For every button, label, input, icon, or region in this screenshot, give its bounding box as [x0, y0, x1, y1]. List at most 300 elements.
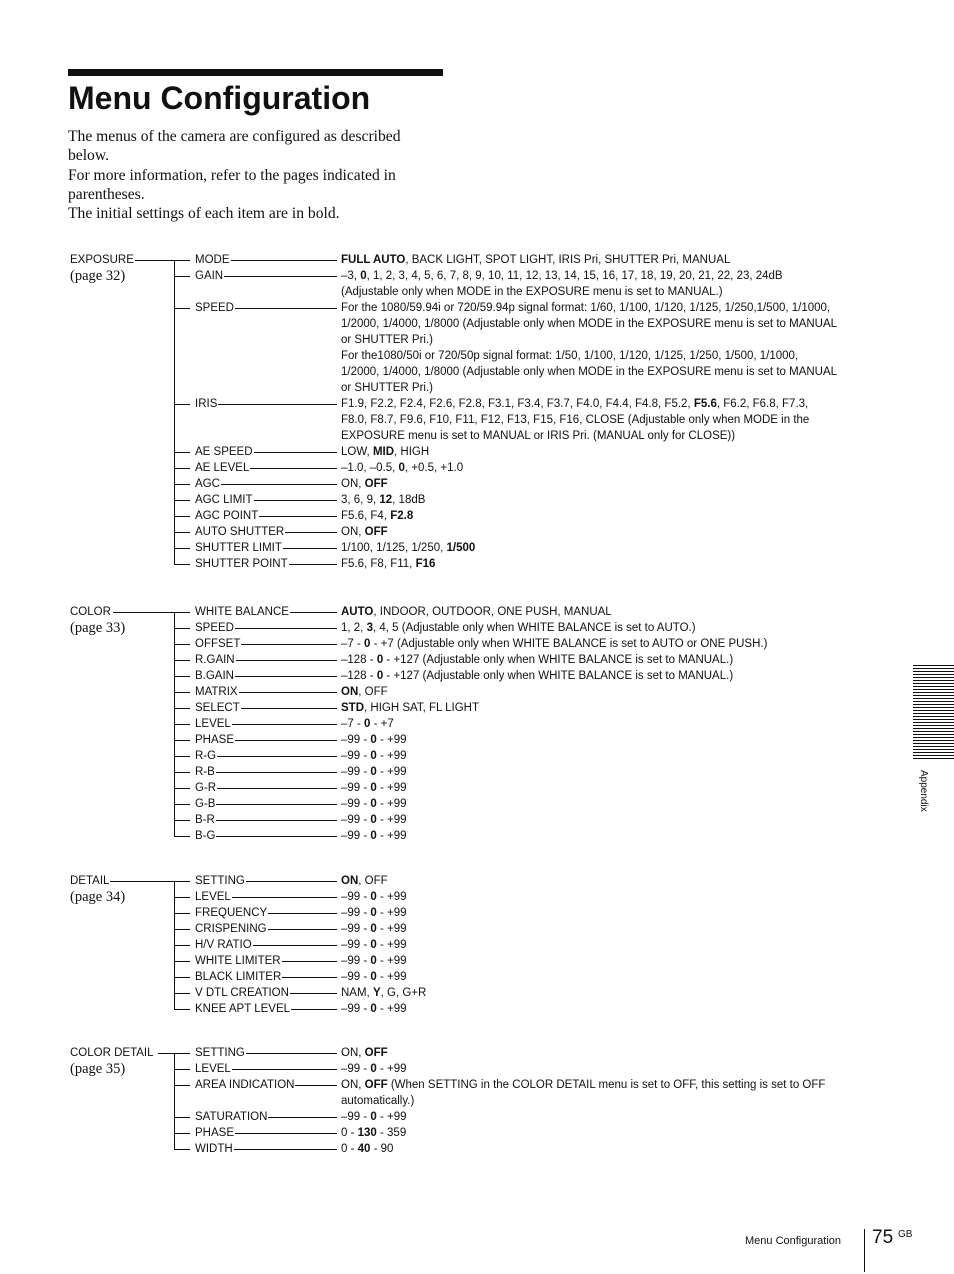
tree-branch [174, 1009, 190, 1010]
menu-item-value [341, 921, 837, 937]
tree-branch [174, 1085, 190, 1086]
value-text: , G, G+R [380, 987, 427, 999]
default-value: 0 [370, 907, 377, 919]
value-text: - +99 [376, 766, 407, 778]
menu-item-name: FREQUENCY [195, 907, 268, 919]
menu-item-value [341, 905, 837, 921]
menu-item-name: IRIS [195, 398, 218, 410]
value-text: - +99 [376, 750, 407, 762]
side-tab-bars [913, 665, 954, 761]
menu-item-row [0, 684, 954, 700]
default-value: 0 [370, 830, 377, 842]
value-text: , OFF [358, 875, 388, 887]
value-text: (When SETTING in the COLOR DETAIL menu is set to OFF, this setting is set to OFF automatically.) [341, 1079, 826, 1107]
value-text: –99 - [341, 734, 371, 746]
menu-item-row [0, 1061, 954, 1077]
value-text: - +99 [376, 798, 407, 810]
section-items [0, 604, 954, 844]
menu-item-row [0, 460, 954, 476]
tree-branch [174, 468, 190, 469]
value-text: For the1080/50i or 720/50p signal format: 1/50, 1/100, 1/120, 1/125, 1/250, 1/500, 1/1000, 1/2000, 1/4000, 1/8000 (Adjustable only when MODE in the EXPOSURE menu is set to MANUAL or SHUTTER Pri.) [341, 350, 837, 394]
default-value: 0 [370, 814, 377, 826]
value-text: 0 - [341, 1127, 358, 1139]
tree-branch [174, 772, 190, 773]
menu-item-name: R.GAIN [195, 654, 235, 666]
tree-branch [174, 1069, 190, 1070]
intro-paragraph: The initial settings of each item are in bold. [68, 205, 340, 223]
menu-item-name: SHUTTER LIMIT [195, 542, 282, 554]
menu-item-row [0, 1045, 954, 1061]
menu-item-value [341, 492, 837, 508]
menu-item-value [341, 796, 837, 812]
menu-item-row [0, 732, 954, 748]
tree-branch [174, 708, 190, 709]
tree-branch [174, 660, 190, 661]
menu-item-row [0, 604, 954, 620]
value-text: ON, [341, 1079, 365, 1091]
value-text: –99 - [341, 955, 371, 967]
section-name: COLOR [70, 606, 111, 618]
tree-branch [174, 484, 190, 485]
side-tab [917, 770, 929, 830]
menu-item-row [0, 492, 954, 508]
menu-item-value [341, 828, 837, 844]
tree-branch [174, 993, 190, 994]
menu-item-row [0, 668, 954, 684]
value-text: , 1, 2, 3, 4, 5, 6, 7, 8, 9, 10, 11, 12, 13, 14, 15, 16, 17, 18, 19, 20, 21, 22, 23, 24dB (Adjustable only when MODE in the EXPOSURE menu is set to MANUAL.) [341, 270, 783, 298]
tree-branch [174, 548, 190, 549]
value-text: F5.6, F4, [341, 510, 391, 522]
section-name: COLOR DETAIL [70, 1047, 154, 1059]
tree-branch [174, 516, 190, 517]
default-value: FULL AUTO [341, 254, 406, 266]
menu-item-value [341, 889, 837, 905]
menu-item-row [0, 300, 954, 396]
menu-item-name: MODE [195, 254, 230, 266]
menu-item-row [0, 937, 954, 953]
section-items [0, 252, 954, 572]
value-text: - +127 (Adjustable only when WHITE BALANCE is set to MANUAL.) [383, 654, 734, 666]
tree-branch [174, 452, 190, 453]
section-items [0, 1045, 954, 1157]
menu-item-name: PHASE [195, 1127, 234, 1139]
section-items [0, 873, 954, 1017]
tree-branch [174, 897, 190, 898]
default-value: 0 [398, 462, 405, 474]
menu-item-value [341, 764, 837, 780]
page-title: Menu Configuration [68, 80, 371, 116]
default-value: 0 [370, 1063, 377, 1075]
intro-paragraph: The menus of the camera are configured as described below. [68, 128, 401, 165]
menu-item-value [341, 1141, 837, 1157]
value-text: –7 - [341, 638, 365, 650]
tree-branch [174, 676, 190, 677]
value-text: - +99 [376, 1063, 407, 1075]
value-text: , 4, 5 (Adjustable only when WHITE BALANCE is set to AUTO.) [372, 622, 696, 634]
value-text: - +99 [376, 955, 407, 967]
menu-item-value [341, 1045, 837, 1061]
menu-item-value [341, 873, 837, 889]
default-value: 0 [364, 718, 371, 730]
value-text: - +99 [376, 734, 407, 746]
default-value: OFF [364, 526, 388, 538]
default-value: F5.6 [693, 398, 717, 410]
default-value: ON [341, 875, 359, 887]
menu-item-value [341, 700, 837, 716]
menu-item-row [0, 508, 954, 524]
value-text: –99 - [341, 830, 371, 842]
menu-item-name: SETTING [195, 1047, 245, 1059]
tree-branch [174, 836, 190, 837]
tree-branch [174, 788, 190, 789]
default-value: 0 [370, 1003, 377, 1015]
default-value: 0 [360, 270, 367, 282]
menu-item-name: B-G [195, 830, 216, 842]
value-text: - +99 [376, 1111, 407, 1123]
menu-item-row [0, 796, 954, 812]
menu-item-value [341, 1001, 837, 1017]
menu-item-value [341, 1125, 837, 1141]
menu-item-name: R-B [195, 766, 215, 778]
leader-line [195, 820, 337, 821]
tree-branch [174, 1149, 190, 1150]
menu-item-name: SELECT [195, 702, 240, 714]
default-value: 0 [370, 955, 377, 967]
menu-item-value [341, 748, 837, 764]
section-name: DETAIL [70, 875, 110, 887]
menu-item-value [341, 668, 837, 684]
value-text: - +99 [376, 1003, 407, 1015]
menu-item-row [0, 812, 954, 828]
menu-item-row [0, 748, 954, 764]
section-page-ref: (page 34) [70, 889, 126, 905]
value-text: –99 - [341, 1063, 371, 1075]
tree-branch [174, 500, 190, 501]
menu-item-row [0, 620, 954, 636]
menu-item-value [341, 524, 837, 540]
value-text: , HIGH [394, 446, 430, 458]
menu-item-value [341, 812, 837, 828]
tree-branch [174, 961, 190, 962]
tree-branch [174, 404, 190, 405]
menu-item-value [341, 937, 837, 953]
menu-item-name: LEVEL [195, 1063, 231, 1075]
menu-item-value [341, 985, 837, 1001]
value-text: 0 - [341, 1143, 358, 1155]
value-text: - +99 [376, 830, 407, 842]
default-value: STD [341, 702, 364, 714]
tree-branch [174, 929, 190, 930]
value-text: - +99 [376, 891, 407, 903]
menu-item-value [341, 684, 837, 700]
menu-item-row [0, 969, 954, 985]
menu-item-name: LEVEL [195, 891, 231, 903]
menu-item-name: AUTO SHUTTER [195, 526, 285, 538]
value-text: - +7 [370, 718, 394, 730]
menu-item-name: AE LEVEL [195, 462, 250, 474]
default-value: 0 [376, 670, 384, 682]
value-text: –99 - [341, 907, 371, 919]
tree-branch [174, 804, 190, 805]
value-text: , HIGH SAT, FL LIGHT [364, 702, 480, 714]
default-value: 0 [370, 750, 377, 762]
value-text: –99 - [341, 939, 371, 951]
menu-item-row [0, 921, 954, 937]
tree-branch [174, 564, 190, 565]
menu-item-name: AGC POINT [195, 510, 259, 522]
tree-branch [174, 1133, 190, 1134]
value-text: –99 - [341, 971, 371, 983]
value-text: NAM, [341, 987, 373, 999]
value-text: –128 - [341, 670, 377, 682]
menu-item-name: SATURATION [195, 1111, 268, 1123]
default-value: OFF [364, 1079, 388, 1091]
value-text: –99 - [341, 750, 371, 762]
default-value: 0 [370, 798, 377, 810]
menu-item-value [341, 652, 837, 668]
value-text: F5.6, F8, F11, [341, 558, 416, 570]
leader-line [195, 772, 337, 773]
default-value: 0 [370, 766, 377, 778]
menu-item-value [341, 444, 837, 460]
tree-branch [174, 913, 190, 914]
menu-item-value [341, 780, 837, 796]
value-text: 1, 2, [341, 622, 367, 634]
menu-item-row [0, 268, 954, 300]
value-text: F1.9, F2.2, F2.4, F2.6, F2.8, F3.1, F3.4, F3.7, F4.0, F4.4, F4.8, F5.2, [341, 398, 694, 410]
menu-item-value [341, 508, 837, 524]
default-value: 40 [357, 1143, 371, 1155]
tree-branch [174, 612, 190, 613]
intro-paragraph: For more information, refer to the pages indicated in parentheses. [68, 166, 396, 203]
section-page-ref: (page 35) [70, 1061, 126, 1077]
default-value: 0 [376, 654, 384, 666]
menu-item-name: AGC [195, 478, 220, 490]
tree-branch [174, 1053, 190, 1054]
value-text: , +0.5, +1.0 [404, 462, 464, 474]
menu-item-value [341, 620, 837, 636]
default-value: ON [341, 686, 359, 698]
menu-item-row [0, 444, 954, 460]
menu-item-name: G-R [195, 782, 217, 794]
value-text: , BACK LIGHT, SPOT LIGHT, IRIS Pri, SHUTTER Pri, MANUAL [405, 254, 731, 266]
menu-item-value [341, 252, 837, 268]
menu-item-name: H/V RATIO [195, 939, 252, 951]
default-value: 3 [366, 622, 373, 634]
value-text: –99 - [341, 798, 371, 810]
value-text: , INDOOR, OUTDOOR, ONE PUSH, MANUAL [373, 606, 612, 618]
tree-branch [174, 881, 190, 882]
default-value: 0 [370, 891, 377, 903]
menu-item-name: B-R [195, 814, 215, 826]
menu-item-name: SPEED [195, 302, 234, 314]
section-page-ref: (page 32) [70, 268, 126, 284]
menu-item-value [341, 732, 837, 748]
value-text: , 18dB [392, 494, 426, 506]
menu-item-value [341, 716, 837, 732]
menu-item-name: KNEE APT LEVEL [195, 1003, 291, 1015]
default-value: 12 [379, 494, 393, 506]
value-text: –99 - [341, 1003, 371, 1015]
value-text: –128 - [341, 654, 377, 666]
menu-item-row [0, 556, 954, 572]
menu-item-value [341, 300, 837, 396]
menu-item-value [341, 476, 837, 492]
menu-item-name: WIDTH [195, 1143, 233, 1155]
value-text: - +99 [376, 939, 407, 951]
menu-item-value [341, 1061, 837, 1077]
value-text: –7 - [341, 718, 365, 730]
default-value: 0 [370, 734, 377, 746]
tree-branch [174, 724, 190, 725]
value-text: ON, [341, 1047, 365, 1059]
default-value: 1/500 [446, 542, 476, 554]
menu-item-name: WHITE LIMITER [195, 955, 281, 967]
value-text: - +99 [376, 971, 407, 983]
menu-item-name: SPEED [195, 622, 234, 634]
menu-item-name: MATRIX [195, 686, 238, 698]
menu-item-row [0, 716, 954, 732]
menu-item-row [0, 873, 954, 889]
value-text: LOW, [341, 446, 373, 458]
value-text: 3, 6, 9, [341, 494, 380, 506]
value-text: –99 - [341, 766, 371, 778]
menu-item-value [341, 268, 837, 300]
value-text: , OFF [358, 686, 388, 698]
default-value: 0 [370, 939, 377, 951]
value-text: For the 1080/59.94i or 720/59.94p signal format: 1/60, 1/100, 1/120, 1/125, 1/250,1/500, 1/1000, 1/2000, 1/4000, 1/8000 (Adjustable only when MODE in the EXPOSURE menu is set to MANUAL or SHUTTER Pri.) [341, 302, 837, 346]
value-text: - +99 [376, 923, 407, 935]
menu-item-row [0, 905, 954, 921]
menu-item-name: V DTL CREATION [195, 987, 289, 999]
menu-item-row [0, 1109, 954, 1125]
default-value: 0 [370, 782, 377, 794]
menu-item-name: BLACK LIMITER [195, 971, 282, 983]
tree-branch [174, 820, 190, 821]
menu-item-value [341, 556, 837, 572]
value-text: –99 - [341, 814, 371, 826]
default-value: 0 [370, 1111, 377, 1123]
menu-item-row [0, 764, 954, 780]
default-value: F2.8 [390, 510, 414, 522]
menu-item-name: AREA INDICATION [195, 1079, 295, 1091]
section-name: EXPOSURE [70, 254, 134, 266]
menu-item-row [0, 953, 954, 969]
default-value: 0 [370, 923, 377, 935]
tree-branch [174, 532, 190, 533]
menu-item-value [341, 636, 837, 652]
value-text: , F6.2, F6.8, F7.3, F8.0, F8.7, F9.6, F10, F11, F12, F13, F15, F16, CLOSE (Adjustable only when MODE in the EXPOSURE menu is set to MANUAL or IRIS Pri. (MANUAL only for CLOSE)) [341, 398, 810, 442]
default-value: AUTO [341, 606, 374, 618]
menu-item-name: SHUTTER POINT [195, 558, 288, 570]
value-text: ON, [341, 478, 365, 490]
tree-branch [174, 692, 190, 693]
value-text: - +99 [376, 907, 407, 919]
default-value: MID [372, 446, 395, 458]
default-value: 0 [364, 638, 371, 650]
menu-item-value [341, 953, 837, 969]
tree-branch [174, 945, 190, 946]
value-text: –3, [341, 270, 361, 282]
menu-item-name: AE SPEED [195, 446, 253, 458]
menu-item-row [0, 985, 954, 1001]
default-value: F16 [415, 558, 436, 570]
page-suffix: GB [898, 1229, 913, 1240]
default-value: 130 [357, 1127, 377, 1139]
menu-item-value [341, 540, 837, 556]
menu-item-row [0, 652, 954, 668]
default-value: Y [372, 987, 381, 999]
menu-item-value [341, 604, 837, 620]
menu-item-value [341, 969, 837, 985]
menu-item-row [0, 889, 954, 905]
footer-divider [864, 1229, 865, 1272]
menu-item-row [0, 1125, 954, 1141]
value-text: –99 - [341, 891, 371, 903]
tree-branch [174, 276, 190, 277]
menu-item-row [0, 828, 954, 844]
value-text: - +7 (Adjustable only when WHITE BALANCE is set to AUTO or ONE PUSH.) [370, 638, 768, 650]
tree-branch [174, 628, 190, 629]
value-text: - +99 [376, 814, 407, 826]
menu-item-value [341, 460, 837, 476]
menu-item-row [0, 700, 954, 716]
menu-item-row [0, 524, 954, 540]
tree-branch [174, 1117, 190, 1118]
value-text: 1/100, 1/125, 1/250, [341, 542, 447, 554]
value-text: –1.0, –0.5, [341, 462, 399, 474]
value-text: –99 - [341, 923, 371, 935]
menu-item-name: LEVEL [195, 718, 231, 730]
menu-item-name: G-B [195, 798, 216, 810]
value-text: - +99 [376, 782, 407, 794]
menu-item-row [0, 396, 954, 444]
menu-item-name: PHASE [195, 734, 234, 746]
menu-item-row [0, 252, 954, 268]
menu-item-row [0, 780, 954, 796]
menu-item-row [0, 1077, 954, 1109]
menu-item-name: R-G [195, 750, 217, 762]
tree-branch [174, 308, 190, 309]
default-value: 0 [370, 971, 377, 983]
page-number: 75 [872, 1227, 894, 1248]
menu-item-value [341, 396, 837, 444]
side-tab-label: Appendix [918, 770, 929, 812]
menu-item-name: WHITE BALANCE [195, 606, 289, 618]
default-value: OFF [364, 1047, 388, 1059]
footer-label: Menu Configuration [745, 1235, 842, 1247]
menu-item-name: AGC LIMIT [195, 494, 253, 506]
menu-item-name: SETTING [195, 875, 245, 887]
tree-branch [174, 740, 190, 741]
tree-branch [174, 977, 190, 978]
value-text: - 359 [376, 1127, 407, 1139]
tree-branch [174, 756, 190, 757]
value-text: ON, [341, 526, 365, 538]
menu-item-value [341, 1109, 837, 1125]
value-text: - +127 (Adjustable only when WHITE BALANCE is set to MANUAL.) [383, 670, 734, 682]
menu-item-row [0, 476, 954, 492]
menu-item-row [0, 1141, 954, 1157]
menu-item-name: OFFSET [195, 638, 241, 650]
tree-branch [174, 644, 190, 645]
menu-item-row [0, 636, 954, 652]
menu-item-name: CRISPENING [195, 923, 267, 935]
tree-branch [174, 260, 190, 261]
value-text: –99 - [341, 782, 371, 794]
section-page-ref: (page 33) [70, 620, 126, 636]
menu-item-name: B.GAIN [195, 670, 234, 682]
